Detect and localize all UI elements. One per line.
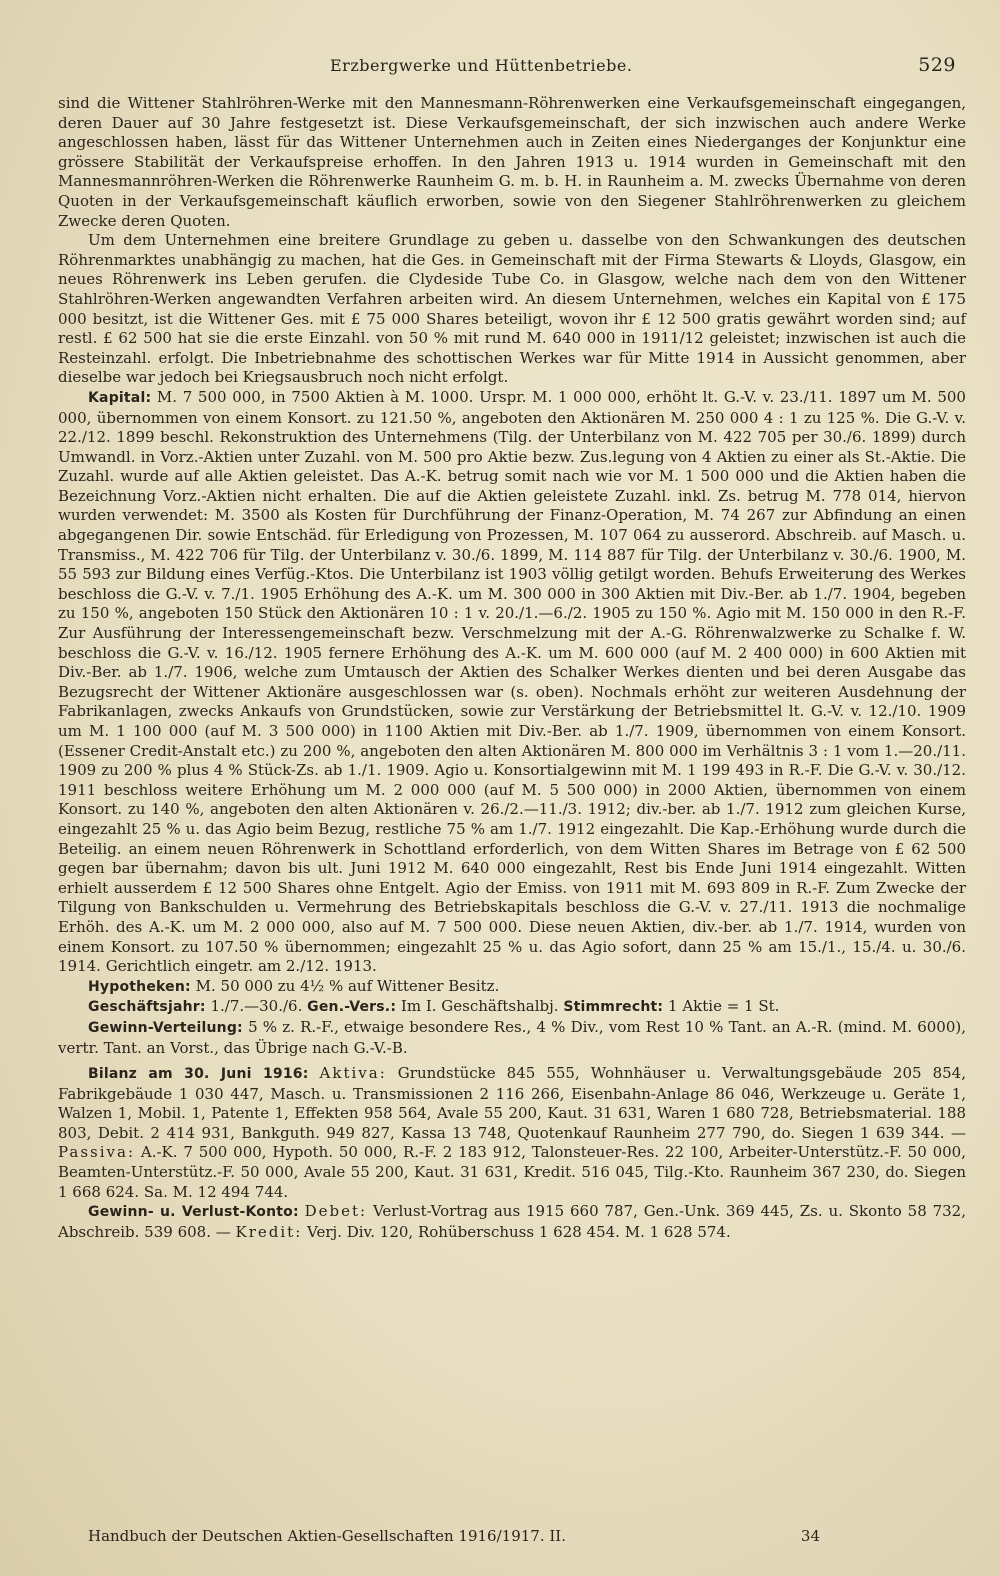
label-kapital: Kapital:: [88, 389, 152, 406]
text-gewinn-verteilung: 5 % z. R.-F., etwaige besondere Res., 4 % Div., vom Rest 10 % Tant. an A.-R. (mind. M. 6000), vertr. Tant. an Vorst., das Übrige nach G.-V.-B.: [58, 1017, 966, 1057]
label-hypotheken: Hypotheken:: [88, 978, 191, 995]
footer-source: Handbuch der Deutschen Aktien-Gesellschaften 1916/1917. II.: [88, 1527, 566, 1545]
section-gewinn-verteilung: [58, 1018, 966, 1058]
text-guv-kredit: Verj. Div. 120, Rohüberschuss 1 628 454. M. 1 628 574.: [307, 1222, 731, 1241]
text-gen-vers: Im I. Geschäftshalbj.: [400, 997, 559, 1016]
section-kapital: [58, 388, 966, 977]
page-number: 529: [918, 54, 956, 76]
running-head: [58, 52, 966, 94]
running-head-title: Erzbergwerke und Hüttenbetriebe.: [330, 56, 633, 75]
paragraph-verkaufsgemeinschaft: sind die Wittener Stahlröhren-Werke mit den Mannesmann-Röhrenwerken eine Verkaufsgemeinschaft eingegangen, deren Dauer auf 30 Jahre festgesetzt ist. Diese Verkaufsgemeinschaft, der sich inzwischen auch andere Werke angeschlossen haben, lässt für das Wittener Unternehmen auch in Zeiten eines Niederganges der Konjunktur eine grössere Stabilität der Verkaufspreise erhoffen. In den Jahren 1913 u. 1914 wurden in Gemeinschaft mit den Mannesmannröhren-Werken die Röhrenwerke Raunheim G. m. b. H. in Raunheim a. M. zwecks Übernahme von deren Quoten in der Verkaufsgemeinschaft käuflich erworben, sowie von den Siegener Stahlröhrenwerken zu gleichem Zwecke deren Quoten.: [58, 94, 966, 230]
text-stimmrecht: 1 Aktie = 1 St.: [668, 997, 780, 1016]
label-gewinn-verlust: Gewinn- u. Verlust-Konto:: [88, 1204, 299, 1221]
text-geschaeftsjahr: 1./7.—30./6.: [210, 997, 303, 1016]
paragraph-clydeside: Um dem Unternehmen eine breitere Grundlage zu geben u. dasselbe von den Schwankungen des deutschen Röhrenmarktes unabhängig zu machen, hat die Ges. in Gemeinschaft mit der Firma Stewarts & Lloyds, Glasgow, ein neues Röhrenwerk ins Leben gerufen. die Clydeside Tube Co. in Glasgow, welche nach dem von den Wittener Stahlröhren-Werken angewandten Verfahren arbeiten wird. An diesem Unternehmen, welches ein Kapital von £ 175 000 besitzt, ist die Wittener Ges. mit £ 75 000 Shares beteiligt, wovon ihr £ 12 500 gratis gewährt worden sind; auf restl. £ 62 500 hat sie die erste Einzahl. von 50 % mit rund M. 640 000 in 1911/12 geleistet; inzwischen ist auch die Resteinzahl. erfolgt. Die Inbetriebnahme des schottischen Werkes war für Mitte 1914 in Aussicht genommen, aber dieselbe war jedoch bei Kriegsausbruch noch nicht erfolgt.: [58, 231, 966, 387]
text-hypotheken: M. 50 000 zu 4½ % auf Wittener Besitz.: [195, 976, 500, 995]
section-bilanz: [58, 1064, 966, 1202]
label-debet: Debet:: [304, 1202, 368, 1221]
label-kredit: Kredit:: [235, 1222, 303, 1241]
label-aktiva: Aktiva:: [319, 1064, 387, 1083]
text-bilanz-passiva: A.-K. 7 500 000, Hypoth. 50 000, R.-F. 2 183 912, Talonsteuer-Res. 22 100, Arbeiter-Unterstütz.-F. 50 000, Beamten-Unterstütz.-F. 50 000, Avale 55 200, Kaut. 31 631, Kredit. 516 045, Tilg.-Kto. Raunheim 367 230, do. Siegen 1 668 624. Sa. M. 12 494 744.: [58, 1143, 966, 1201]
label-geschaeftsjahr: Geschäftsjahr:: [88, 999, 206, 1016]
label-passiva: Passiva:: [58, 1143, 136, 1162]
text-kapital: M. 7 500 000, in 7500 Aktien à M. 1000. Urspr. M. 1 000 000, erhöht lt. G.-V. v. 23./11. 1897 um M. 500 000, übernommen von einem Konsort. zu 121.50 %, angeboten den Aktionären M. 250 000 4 : 1 zu 125 %. Die G.-V. v. 22./12. 1899 beschl. Rekonstruktion des Unternehmens (Tilg. der Unterbilanz von M. 422 705 per 30./6. 1899) durch Umwandl. in Vorz.-Aktien unter Zuzahl. von M. 500 pro Aktie bezw. Zus.legung von 4 Aktien zu einer als St.-Aktie. Die Zuzahl. wurde auf alle Aktien geleistet. Das A.-K. betrug somit nach wie vor M. 1 500 000 und die Aktien haben die Bezeichnung Vorz.-Aktien nicht erhalten. Die auf die Aktien geleistete Zuzahl. inkl. Zs. betrug M. 778 014, hiervon wurden verwendet: M. 3500 als Kosten für Durchführung der Finanz-Operation, M. 74 267 zur Abfindung an einen abgegangenen Dir. sowie Entschäd. für Erledigung von Prozessen, M. 107 064 zu ausserord. Abschreib. auf Masch. u. Transmiss., M. 422 706 für Tilg. der Unterbilanz v. 30./6. 1899, M. 114 887 für Tilg. der Unterbilanz v. 30./6. 1900, M. 55 593 zur Bildung eines Verfüg.-Ktos. Die Unterbilanz ist 1903 völlig getilgt worden. Behufs Erweiterung des Werkes beschloss die G.-V. v. 7./1. 1905 Erhöhung des A.-K. um M. 300 000 in 300 Aktien mit Div.-Ber. ab 1./7. 1904, begeben zu 150 %, angeboten 150 Stück den Aktionären 10 : 1 v. 20./1.—6./2. 1905 zu 150 %. Agio mit M. 150 000 in den R.-F. Zur Ausführung der Interessengemeinschaft bezw. Verschmelzung mit der A.-G. Röhrenwalzwerke zu Schalke f. W. beschloss die G.-V. v. 16./12. 1905 fernere Erhöhung des A.-K. um M. 600 000 (auf M. 2 400 000) in 600 Aktien mit Div.-Ber. ab 1./7. 1906, welche zum Umtausch der Aktien des Schalker Werkes dienten und bei deren Ausgabe das Bezugsrecht der Wittener Aktionäre ausgeschlossen war (s. oben). Nochmals erhöht zur weiteren Ausdehnung der Fabrikanlagen, zwecks Ankaufs von Grundstücken, sowie zur Verstärkung der Betriebsmittel lt. G.-V. v. 12./10. 1909 um M. 1 100 000 (auf M. 3 500 000) in 1100 Aktien mit Div.-Ber. ab 1./7. 1909, übernommen von einem Konsort. (Essener Credit-Anstalt etc.) zu 200 %, angeboten den alten Aktionären M. 800 000 im Verhältnis 3 : 1 vom 1.—20./11. 1909 zu 200 % plus 4 % Stück-Zs. ab 1./1. 1909. Agio u. Konsortialgewinn mit M. 1 199 493 in R.-F. Die G.-V. v. 30./12. 1911 beschloss weitere Erhöhung um M. 2 000 000 (auf M. 5 500 000) in 2000 Aktien, übernommen von einem Konsort. zu 140 %, angeboten den alten Aktionären v. 26./2.—11./3. 1912; div.-ber. ab 1./7. 1912 zum gleichen Kurse, eingezahlt 25 % u. das Agio beim Bezug, restliche 75 % am 1./7. 1912 eingezahlt. Die Kap.-Erhöhung wurde durch die Beteilig. an einem neuen Röhrenwerk in Schottland erforderlich, von dem Witten Shares im Betrage von £ 62 500 gegen bar übernahm; davon bis ult. Juni 1912 M. 640 000 eingezahlt, Rest bis Ende Juni 1914 eingezahlt. Witten erhielt ausserdem £ 12 500 Shares ohne Entgelt. Agio der Emiss. von 1911 mit M. 693 809 in R.-F. Zum Zwecke der Tilgung von Bankschulden u. Vermehrung des Betriebskapitals beschloss die G.-V. v. 27./11. 1913 die nochmalige Erhöh. des A.-K. um M. 2 000 000, also auf M. 7 500 000. Diese neuen Aktien, div.-ber. ab 1./7. 1914, wurden von einem Konsort. zu 107.50 % übernommen; eingezahlt 25 % u. das Agio sofort, dann 25 % am 15./1., 15./4. u. 30./6. 1914. Gerichtlich eingetr. am 2./12. 1913.: [58, 387, 966, 976]
label-bilanz: Bilanz am 30. Juni 1916:: [88, 1066, 309, 1083]
section-gewinn-verlust: [58, 1202, 966, 1242]
label-stimmrecht: Stimmrecht:: [563, 999, 664, 1016]
footer-signature: 34: [800, 1527, 820, 1545]
label-gen-vers: Gen.-Vers.:: [307, 999, 397, 1016]
text-guv-debet: Verlust-Vortrag aus 1915 660 787, Gen.-Unk. 369 445, Zs. u. Skonto 58 732, Abschreib. 539 608. —: [58, 1202, 966, 1241]
text-bilanz-aktiva: Grundstücke 845 555, Wohnhäuser u. Verwaltungsgebäude 205 854, Fabrikgebäude 1 030 447, Masch. u. Transmissionen 2 116 266, Eisenbahn-Anlage 86 046, Werkzeuge u. Geräte 1, Walzen 1, Mobil. 1, Patente 1, Effekten 958 564, Avale 55 200, Kaut. 31 631, Waren 1 680 728, Betriebsmaterial. 188 803, Debit. 2 414 931, Bankguth. 949 827, Kassa 13 748, Quotenkauf Raunheim 277 790, do. Siegen 1 639 344. —: [58, 1064, 966, 1142]
label-gewinn-verteilung: Gewinn-Verteilung:: [88, 1019, 243, 1036]
section-hypotheken: [58, 977, 966, 998]
section-geschaeftsjahr: [58, 997, 966, 1018]
document-body: [58, 94, 966, 1242]
